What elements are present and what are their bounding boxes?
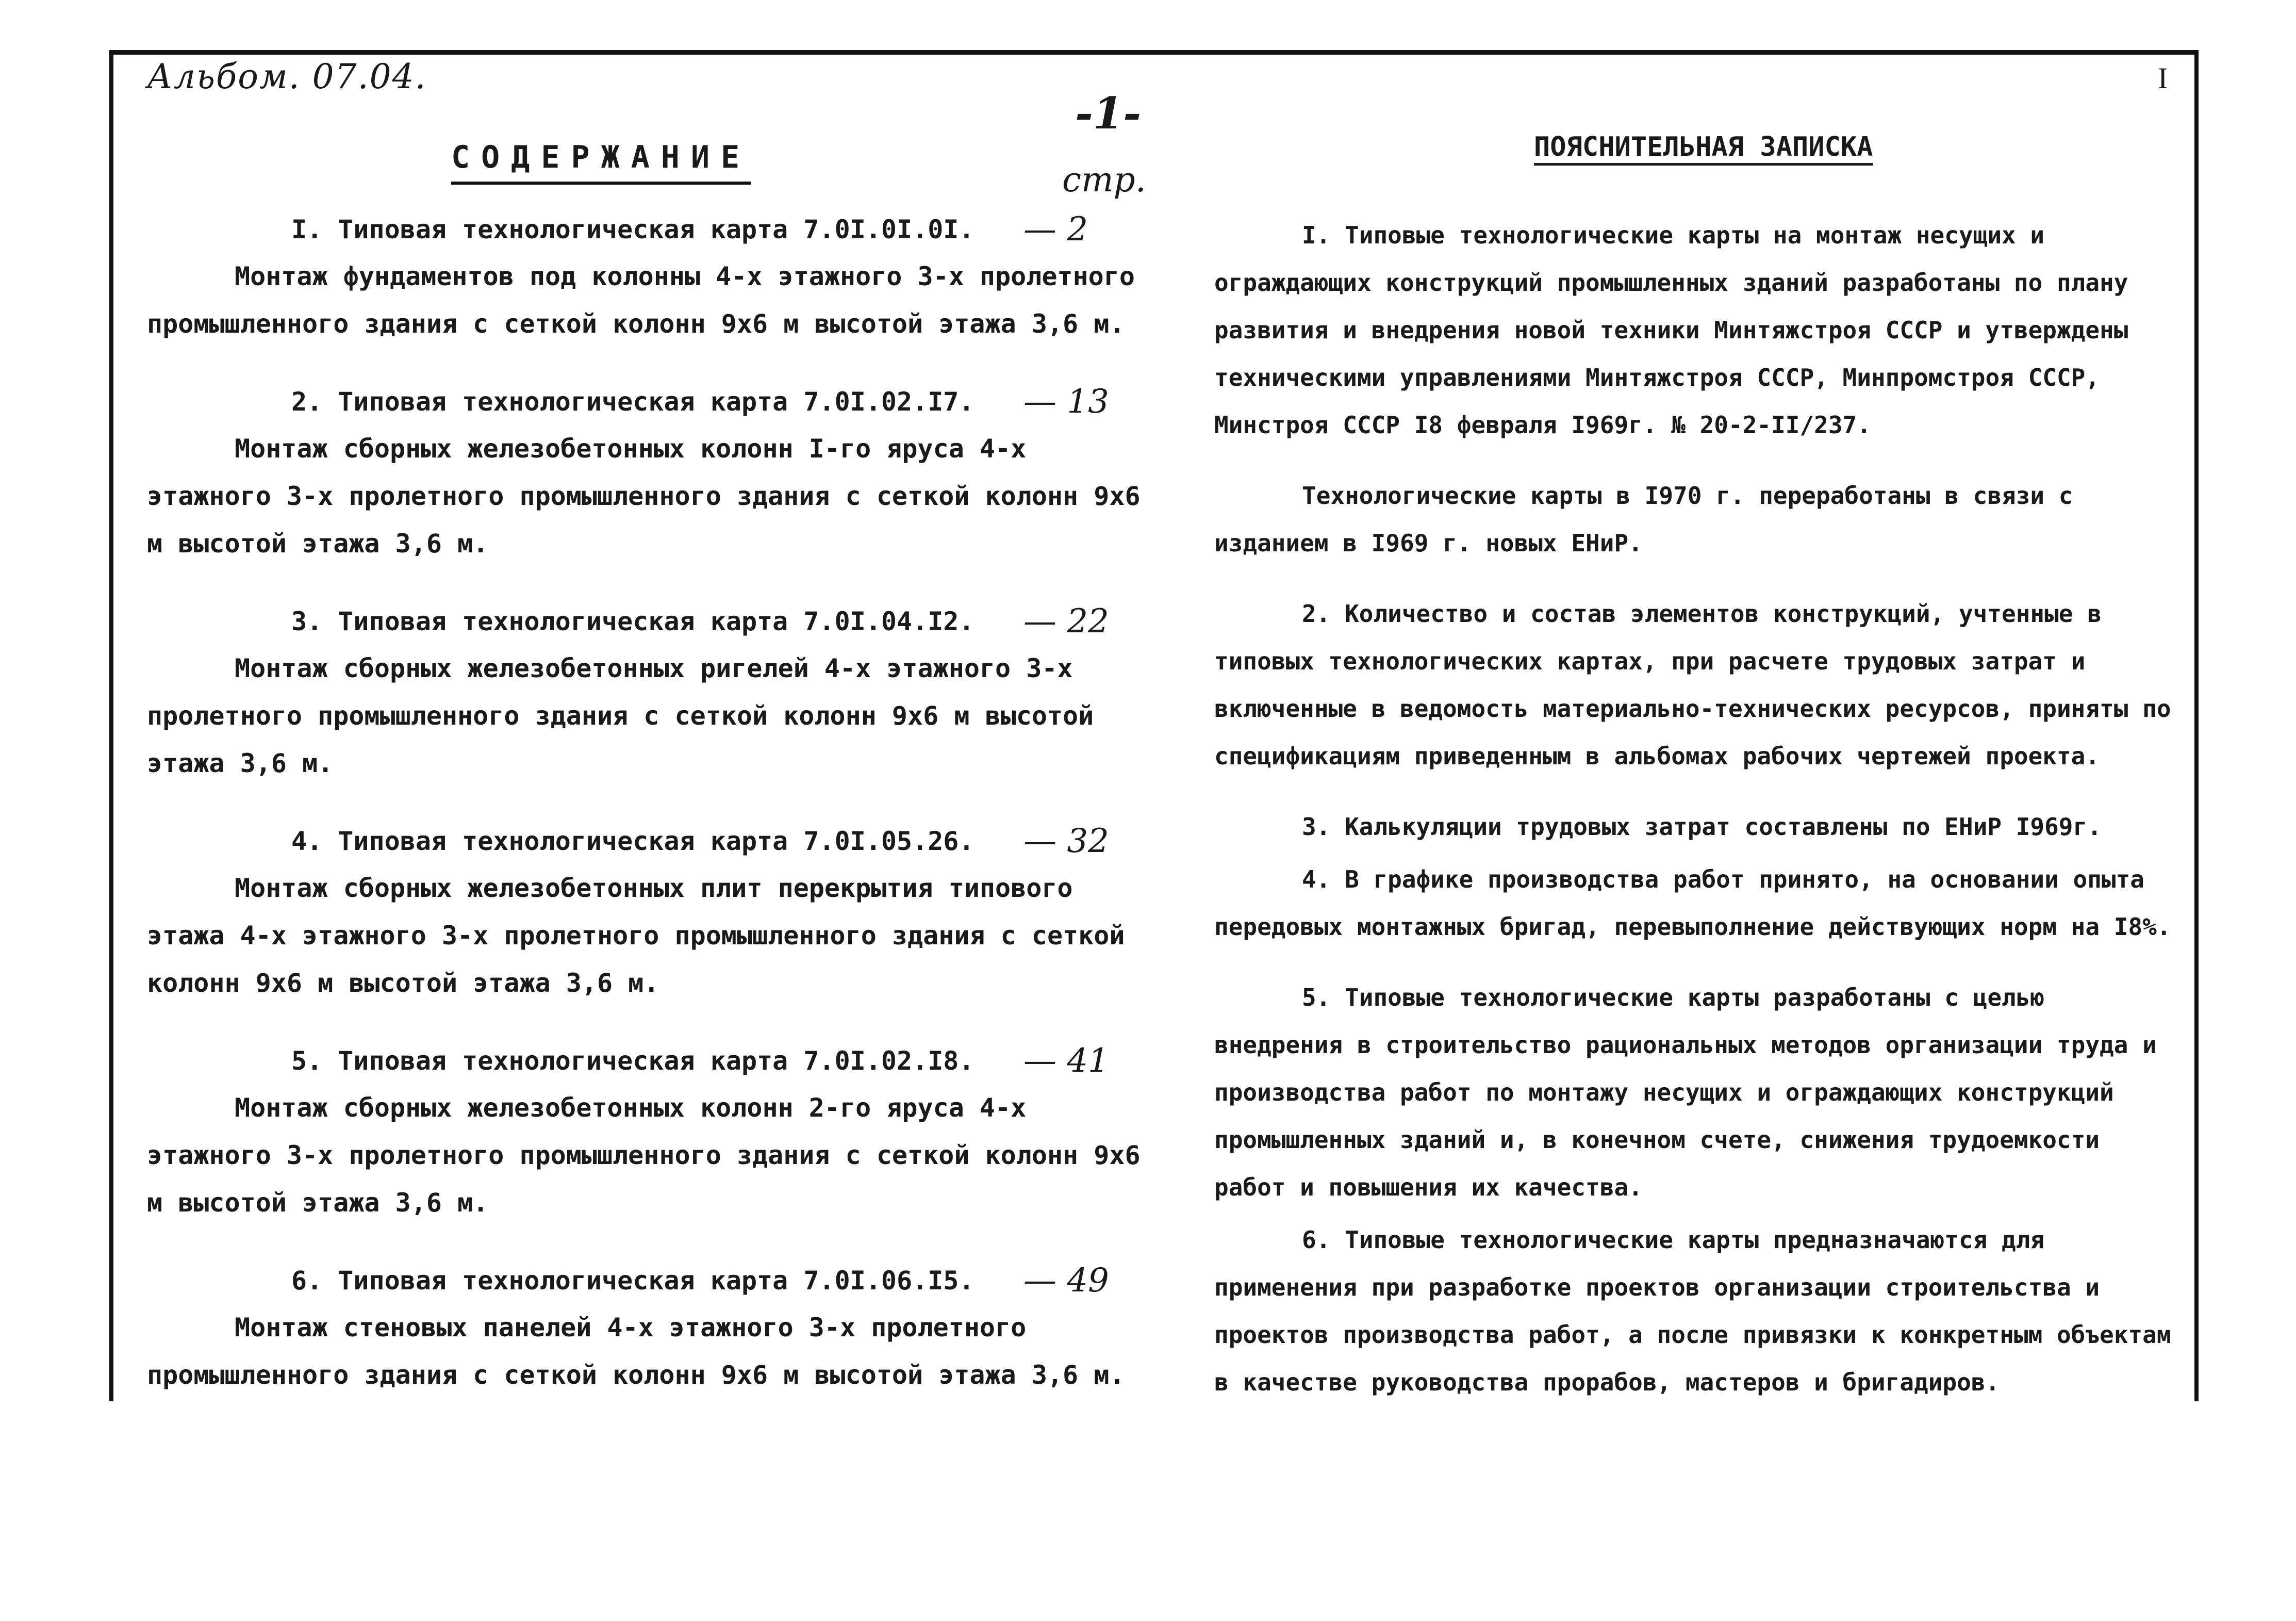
toc-entry-title: 5. Типовая технологическая карта 7.0I.02.I8.	[291, 1046, 974, 1076]
toc-entry-page: — 32	[1023, 822, 1109, 860]
toc-entry-title: 2. Типовая технологическая карта 7.0I.02.I7.	[291, 387, 974, 417]
sheet-number: I	[2158, 61, 2168, 95]
notes-paragraph: 6. Типовые технологические карты предназначаются для применения при разработке проектов организации строительства и проектов производства работ, а после привязки к конкретным объектам в качестве руководства прорабов, мастеров и бригадиров.	[1214, 1226, 2171, 1396]
toc-entry-description: Монтаж фундаментов под колонны 4-х этажного 3-х пролетного промышленного здания с сеткой колонн 9х6 м высотой этажа 3,6 м.	[147, 261, 1135, 339]
toc-entry-description: Монтаж сборных железобетонных колонн I-го яруса 4-х этажного 3-х пролетного промышленного здания с сеткой колонн 9х6 м высотой этажа 3,6 м.	[147, 434, 1141, 559]
frame-top-line	[109, 50, 2199, 55]
toc-entry-page: — 22	[1023, 602, 1109, 641]
toc-entry-title: I. Типовая технологическая карта 7.0I.0I.0I.	[291, 215, 974, 244]
toc-entry-title: 4. Типовая технологическая карта 7.0I.05.26.	[291, 826, 974, 856]
toc-entry-page: — 13	[1023, 383, 1109, 421]
notes-paragraph: I. Типовые технологические карты на монтаж несущих и ограждающих конструкций промышленных зданий разработаны по плану развития и внедрения новой техники Минтяжстроя СССР и утверждены техническими управлениями Минтяжстроя СССР, Минпромстроя СССР, Минстроя СССР I8 февраля I969г. № 20-2-II/237.	[1214, 221, 2128, 439]
page-column-label: стр.	[1062, 160, 1146, 200]
toc-entry-description: Монтаж сборных железобетонных колонн 2-го яруса 4-х этажного 3-х пролетного промышленного здания с сеткой колонн 9х6 м высотой этажа 3,6 м.	[147, 1093, 1141, 1218]
toc-entry-description: Монтаж стеновых панелей 4-х этажного 3-х пролетного промышленного здания с сеткой колонн 9х6 м высотой этажа 3,6 м.	[147, 1313, 1125, 1390]
toc-entry-description: Монтаж сборных железобетонных плит перекрытия типового этажа 4-х этажного 3-х пролетного промышленного здания с сеткой колонн 9х6 м высотой этажа 3,6 м.	[147, 873, 1125, 998]
toc-entry	[147, 379, 1158, 567]
toc-entry-description: Монтаж сборных железобетонных ригелей 4-х этажного 3-х пролетного промышленного здания с сеткой колонн 9х6 м высотой этажа 3,6 м.	[147, 653, 1094, 778]
toc-entry-page: — 49	[1023, 1262, 1109, 1300]
toc-entry-page: — 2	[1023, 210, 1088, 249]
notes-paragraph: Технологические карты в I970 г. переработаны в связи с изданием в I969 г. новых ЕНиР.	[1214, 482, 2073, 557]
toc-entry	[147, 1257, 1158, 1399]
toc-entry	[147, 206, 1158, 348]
explanatory-notes	[1214, 211, 2178, 1429]
notes-paragraph: 5. Типовые технологические карты разработаны с целью внедрения в строительство рациональных методов организации труда и производства работ по монтажу несущих и ограждающих конструкций промышленных зданий и, в конечном счете, снижения трудоемкости работ и повышения их качества.	[1214, 984, 2157, 1201]
notes-paragraph: 3. Калькуляции трудовых затрат составлены по ЕНиР I969г.	[1302, 813, 2102, 841]
toc-entry-title: 6. Типовая технологическая карта 7.0I.06.I5.	[291, 1266, 974, 1296]
toc-entry-page: — 41	[1023, 1042, 1109, 1080]
notes-paragraph: 2. Количество и состав элементов конструкций, учтенные в типовых технологических картах, при расчете трудовых затрат и включенные в ведомость материально-технических ресурсов, приняты по спецификациям приведенным в альбомах рабочих чертежей проекта.	[1214, 600, 2171, 770]
toc-entry	[147, 598, 1158, 787]
notes-paragraph: 4. В графике производства работ принято, на основании опыта передовых монтажных бригад, перевыполнение действующих норм на I8%.	[1214, 865, 2171, 941]
table-of-contents	[147, 206, 1158, 1430]
frame-right-line	[2194, 50, 2199, 1401]
toc-entry-title: 3. Типовая технологическая карта 7.0I.04.I2.	[291, 607, 974, 636]
notes-title: ПОЯСНИТЕЛЬНАЯ ЗАПИСКА	[1534, 132, 1873, 162]
toc-title: СОДЕРЖАНИЕ	[451, 139, 751, 185]
toc-entry	[147, 818, 1158, 1007]
frame-left-line	[109, 50, 113, 1401]
album-label: Альбом. 07.04.	[147, 57, 427, 96]
page-number: -1-	[1075, 88, 1142, 139]
toc-entry	[147, 1038, 1158, 1226]
